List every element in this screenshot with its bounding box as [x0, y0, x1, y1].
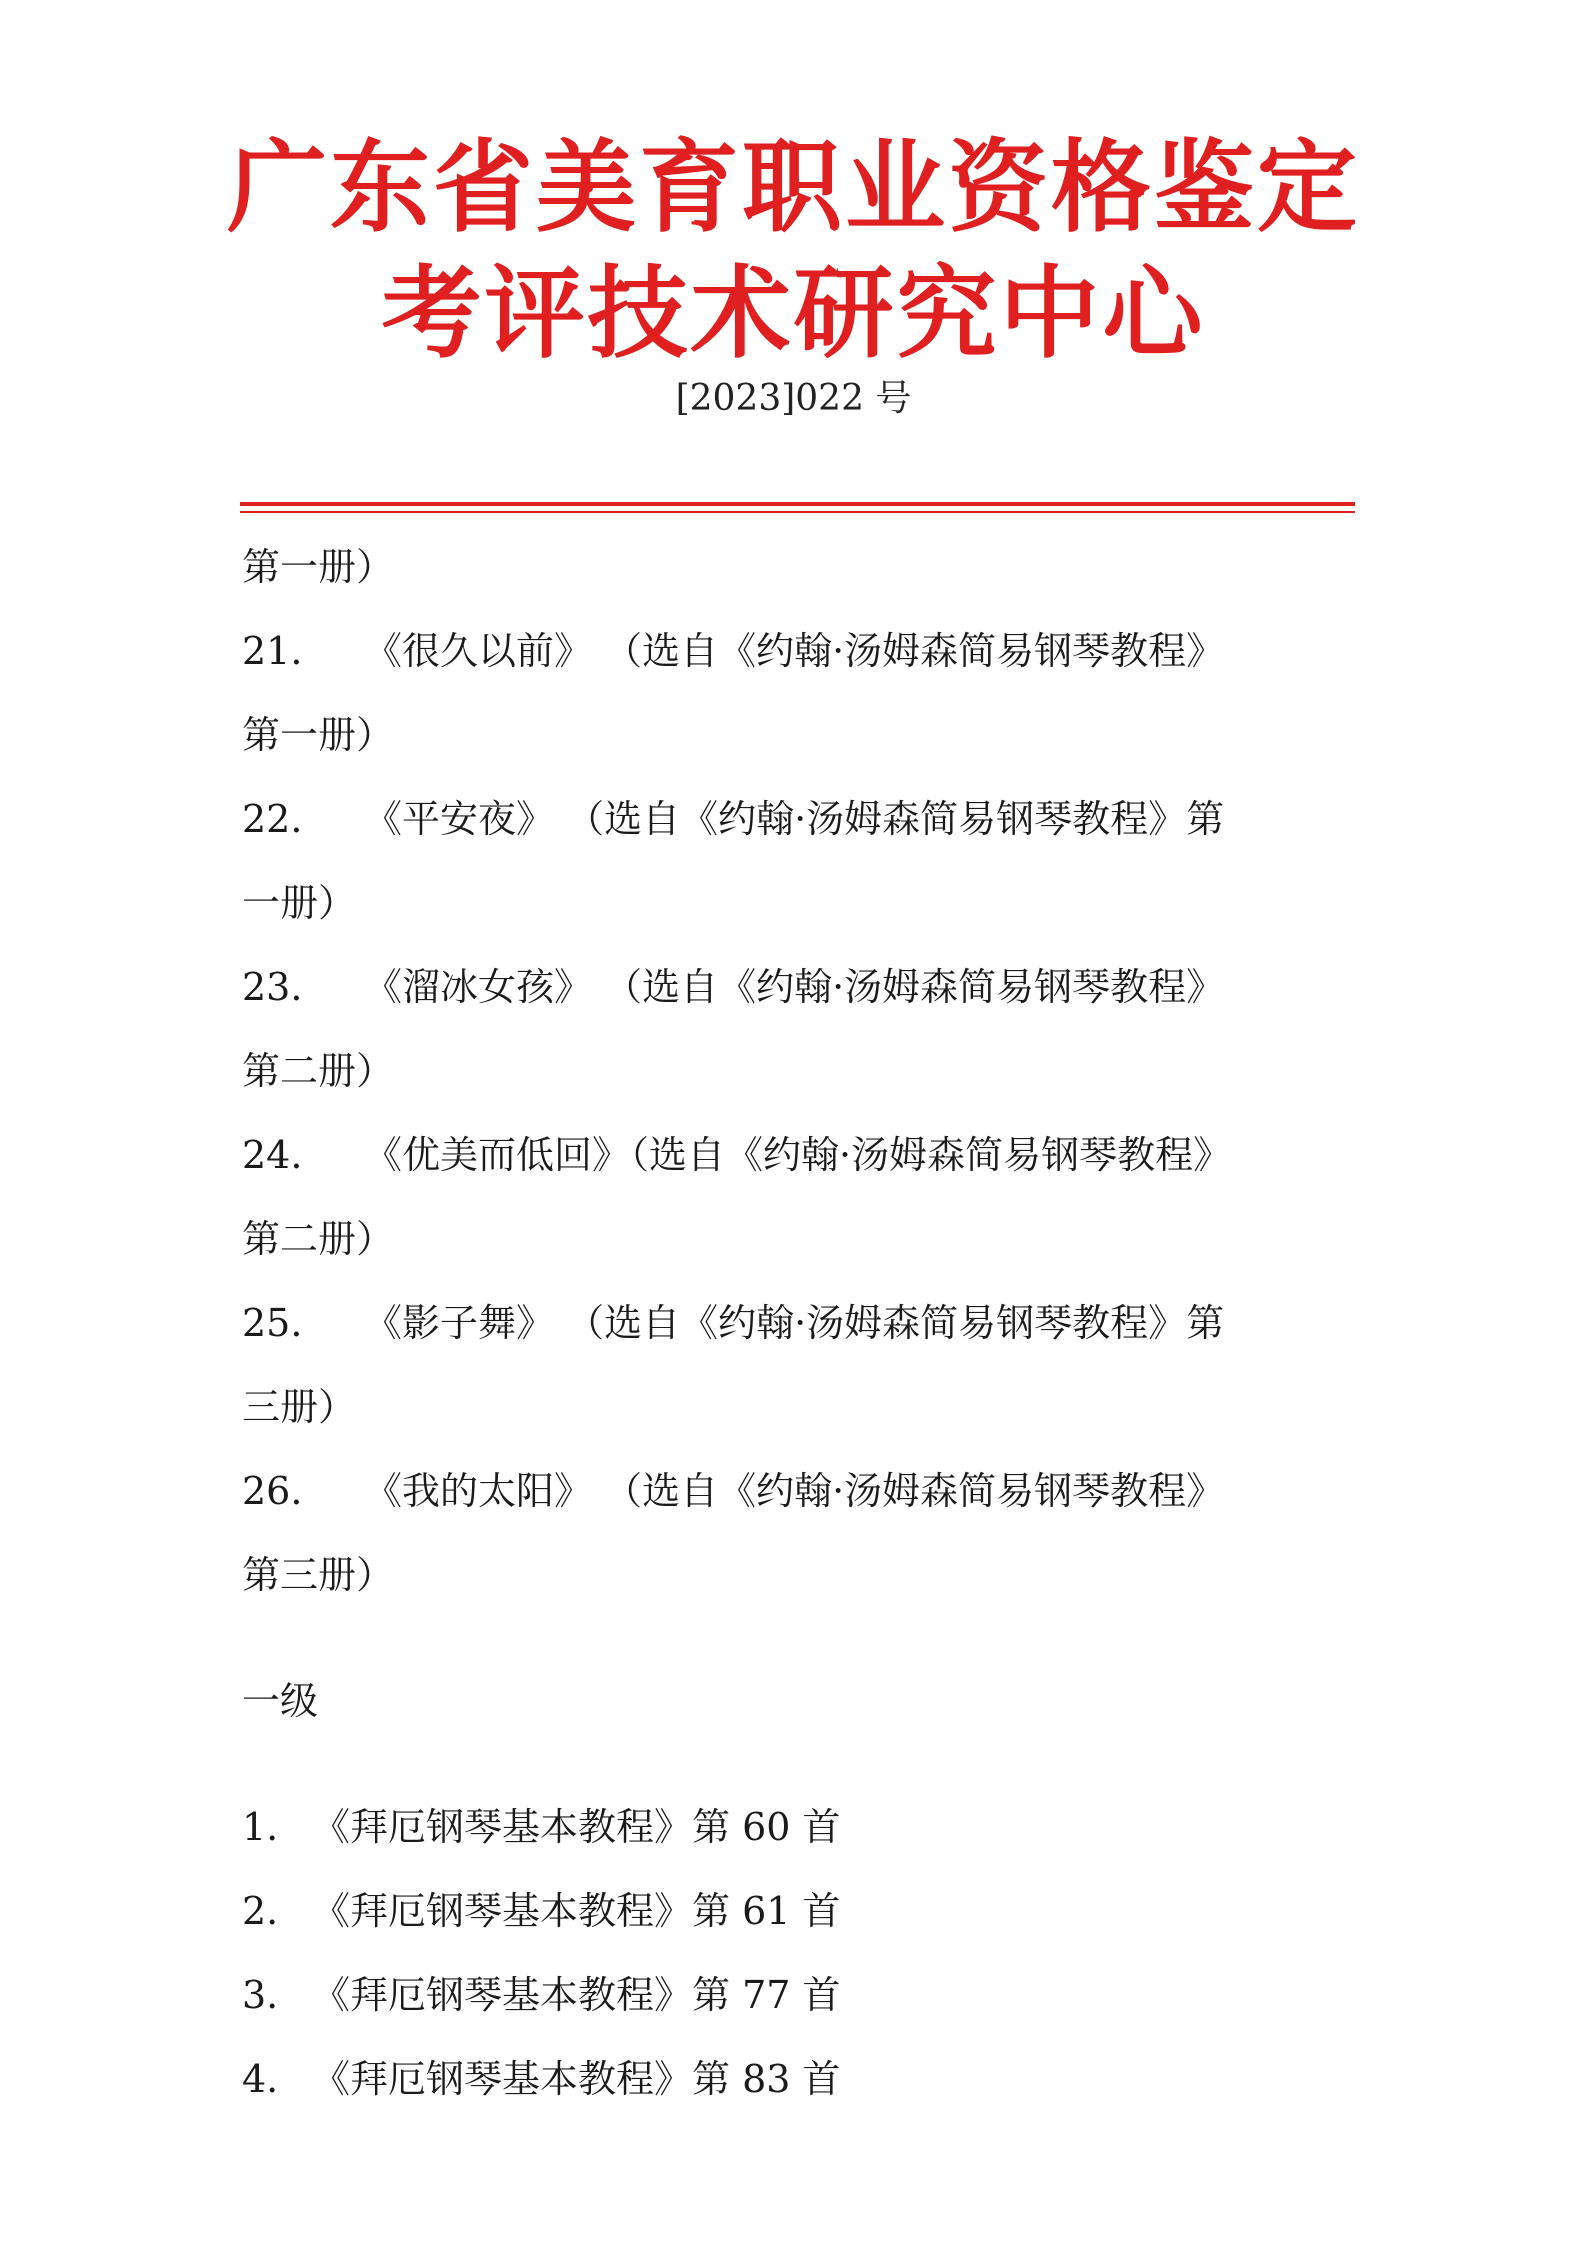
title-line-2: 考评技术研究中心	[381, 255, 1206, 372]
document-number: [2023]022 号	[675, 378, 912, 419]
item-number: 24.	[242, 1133, 303, 1177]
header-divider-thick	[240, 502, 1355, 506]
item-text-continued: 一册）	[242, 881, 357, 925]
list-item	[242, 1281, 1357, 1449]
continued-line: 第一册）	[242, 545, 395, 589]
item-number: 21.	[242, 629, 303, 673]
item-text: 《拜厄钢琴基本教程》第 60 首	[312, 1805, 841, 1849]
list-item	[242, 777, 1357, 945]
document-body	[242, 525, 1357, 2121]
item-number: 2.	[242, 1889, 279, 1933]
organization-title	[0, 125, 1587, 377]
list-item	[242, 945, 1357, 1113]
item-text: 《溜冰女孩》 （选自《约翰·汤姆森简易钢琴教程》	[364, 965, 1225, 1009]
level-list-item	[242, 1785, 1357, 1869]
item-number: 25.	[242, 1301, 303, 1345]
list-item	[242, 609, 1357, 777]
header-divider-thin	[240, 511, 1355, 513]
item-number: 26.	[242, 1469, 303, 1513]
item-text: 《拜厄钢琴基本教程》第 77 首	[312, 1973, 841, 2017]
level-list-item	[242, 2037, 1357, 2121]
item-text: 《很久以前》 （选自《约翰·汤姆森简易钢琴教程》	[364, 629, 1225, 673]
item-number: 23.	[242, 965, 303, 1009]
item-text-continued: 第二册）	[242, 1217, 395, 1261]
item-number: 3.	[242, 1973, 279, 2017]
item-text-continued: 三册）	[242, 1385, 357, 1429]
list-item	[242, 1113, 1357, 1281]
item-text-continued: 第三册）	[242, 1553, 395, 1597]
item-number: 22.	[242, 797, 303, 841]
item-text: 《影子舞》 （选自《约翰·汤姆森简易钢琴教程》第	[364, 1301, 1225, 1345]
level-heading: 一级	[242, 1679, 319, 1723]
item-text: 《优美而低回》（选自《约翰·汤姆森简易钢琴教程》	[364, 1133, 1232, 1177]
level-list-item	[242, 1869, 1357, 1953]
item-text: 《拜厄钢琴基本教程》第 83 首	[312, 2057, 841, 2101]
item-text: 《平安夜》 （选自《约翰·汤姆森简易钢琴教程》第	[364, 797, 1225, 841]
level-list-item	[242, 1953, 1357, 2037]
list-item	[242, 1449, 1357, 1617]
item-number: 4.	[242, 2057, 279, 2101]
item-text-continued: 第二册）	[242, 1049, 395, 1093]
title-line-1: 广东省美育职业资格鉴定	[227, 129, 1360, 246]
item-text: 《拜厄钢琴基本教程》第 61 首	[312, 1889, 841, 1933]
document-header	[0, 125, 1587, 377]
item-number: 1.	[242, 1805, 279, 1849]
item-text-continued: 第一册）	[242, 713, 395, 757]
item-text: 《我的太阳》 （选自《约翰·汤姆森简易钢琴教程》	[364, 1469, 1225, 1513]
